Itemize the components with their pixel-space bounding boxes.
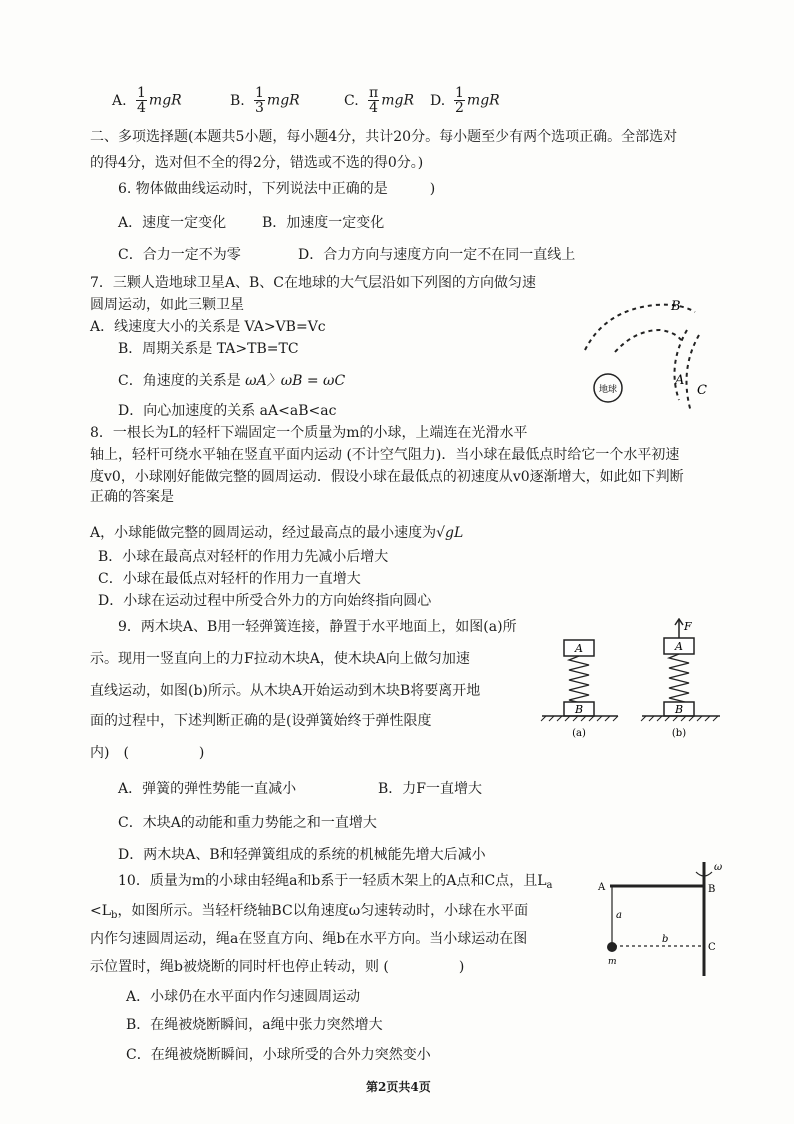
svg-text:B: B	[674, 703, 684, 716]
q9-stem-line5: 内) ( )	[90, 745, 205, 761]
q7-option-a: A．线速度大小的关系是 VA>VB=Vc	[90, 319, 326, 335]
svg-text:A: A	[675, 640, 683, 653]
q5-option-c-value: $\frac{\pi}{4}$ mgR	[369, 85, 414, 116]
q9-option-d: D．两木块A、B和轻弹簧组成的系统的机械能先增大后减小	[118, 847, 486, 863]
label-rope-b: b	[662, 934, 669, 945]
q6-option-a: A．速度一定变化	[118, 215, 227, 231]
q5-option-b-value: $\frac{1}{3}$ mgR	[255, 85, 300, 116]
figure-b	[641, 619, 720, 739]
q5-option-b-label: B.	[230, 93, 245, 109]
q6-option-b: B．加速度一定变化	[262, 215, 385, 231]
q8-option-c: C．小球在最低点对轻杆的作用力一直增大	[98, 571, 361, 587]
ball	[607, 942, 617, 952]
q10-option-a: A．小球仍在水平面内作匀速圆周运动	[126, 989, 361, 1005]
page-footer: 第2页共4页	[366, 1080, 431, 1094]
svg-text:A: A	[575, 642, 583, 655]
q9-spring-figure	[538, 618, 738, 748]
spring-a	[569, 656, 589, 709]
section2-line2: 的得4分，选对但不全的得2分，错选或不选的得0分。)	[90, 155, 424, 171]
section2-line1: 二、多项选择题(本题共5小题，每小题4分，共计20分。每小题至少有两个选项正确。全部选对	[90, 129, 678, 145]
q6-option-c: C．合力一定不为零	[118, 247, 241, 263]
q7-option-d: D．向心加速度的关系 aA<aB<ac	[118, 403, 337, 419]
q5-option-c-label: C.	[344, 93, 359, 109]
q10-option-c: C．在绳被烧断瞬间，小球所受的合外力突然变小	[126, 1047, 431, 1063]
q9-option-b: B．力F一直增大	[378, 781, 483, 797]
earth-label: 地球	[598, 385, 618, 395]
q9-stem-line3: 直线运动，如图(b)所示。从木块A开始运动到木块B将要离开地	[90, 683, 481, 699]
q6-option-d: D．合力方向与速度方向一定不在同一直线上	[298, 247, 576, 263]
spring-b	[669, 654, 689, 707]
label-fig-a: (a)	[572, 728, 586, 739]
q9-stem-line1: 9．两木块A、B用一轻弹簧连接，静置于水平地面上，如图(a)所	[118, 619, 517, 635]
q5-option-a-value: $\frac{1}{4}$ mgR	[137, 85, 182, 116]
q9-stem-line2: 示。现用一竖直向上的力F拉动木块A，使木块A向上做匀加速	[90, 651, 470, 667]
q7-option-c-formula: ωA〉ωB = ωC	[245, 373, 346, 389]
orbit-a-arc	[675, 330, 688, 400]
q7-option-b: B．周期关系是 TA>TB=TC	[118, 341, 299, 357]
svg-text:B: B	[574, 703, 584, 716]
label-point-c: C	[708, 942, 716, 953]
label-point-b: B	[708, 884, 716, 895]
q8-option-d: D．小球在运动过程中所受合外力的方向始终指向圆心	[98, 593, 432, 609]
q8-option-a-formula: √gL	[436, 525, 464, 541]
q9-option-a: A．弹簧的弹性势能一直减小	[118, 781, 297, 797]
q8-stem-line1: 8．一根长为L的轻杆下端固定一个质量为m的小球，上端连在光滑水平	[90, 425, 528, 441]
label-fig-b: (b)	[671, 728, 687, 739]
label-rope-a: a	[616, 910, 622, 921]
label-a: A	[675, 373, 685, 388]
q8-option-b: B．小球在最高点对轻杆的作用力先减小后增大	[98, 549, 389, 565]
q10-option-b: B．在绳被烧断瞬间，a绳中张力突然增大	[126, 1017, 383, 1033]
q10-stem-line3: 内作匀速圆周运动，绳a在竖直方向、绳b在水平方向。当小球运动在图	[90, 931, 528, 947]
q10-stem-line2: $<L_b$，如图所示。当轻杆绕轴BC以角速度ω匀速转动时，小球在水平面	[90, 903, 529, 921]
force-label: F	[684, 620, 692, 633]
q9-stem-line4: 面的过程中，下述判断正确的是(设弹簧始终于弹性限度	[90, 713, 432, 729]
q10-stem-line1: 10．质量为m的小球由轻绳a和b系于一轻质木架上的A点和C点，且$L_a$	[118, 873, 553, 891]
orbit-c-arc	[687, 335, 700, 412]
label-c: C	[697, 383, 707, 398]
figure-a	[541, 640, 618, 739]
q8-stem-line4: 正确的答案是	[90, 489, 174, 505]
q5-option-d-value: $\frac{1}{2}$ mgR	[455, 85, 500, 116]
q8-stem-line2: 轴上，轻杆可绕水平轴在竖直平面内运动 (不计空气阻力)．当小球在最低点时给它一个水平初速	[90, 447, 680, 463]
q5-option-a-label: A.	[112, 93, 127, 109]
q9-option-c: C．木块A的动能和重力势能之和一直增大	[118, 815, 377, 831]
label-b: B	[671, 299, 681, 314]
q5-option-d-label: D.	[430, 93, 446, 109]
label-omega: ω	[714, 862, 723, 873]
q7-stem-line1: 7．三颗人造地球卫星A、B、C在地球的大气层沿如下列图的方向做匀速	[90, 275, 537, 291]
q10-frame-figure	[592, 858, 742, 980]
q10-stem-line4: 示位置时，绳b被烧断的同时杆也停止转动，则 ( )	[90, 959, 465, 975]
q7-option-c: C．角速度的关系是 ωA〉ωB = ωC	[118, 373, 346, 389]
q7-stem-line2: 圆周运动，如此三颗卫星	[90, 297, 244, 313]
q7-satellite-figure	[575, 290, 735, 430]
q6-stem: 6. 物体做曲线运动时，下列说法中正确的是 )	[118, 181, 436, 197]
orbit-inner-arc	[615, 330, 681, 352]
label-point-a: A	[598, 882, 606, 893]
q8-stem-line3: 度v0，小球刚好能做完整的圆周运动．假设小球在最低点的初速度从v0逐渐增大，如此如下判断	[90, 469, 684, 485]
label-mass: m	[608, 957, 617, 967]
q8-option-a: A，小球能做完整的圆周运动，经过最高点的最小速度为√gL	[90, 525, 464, 541]
